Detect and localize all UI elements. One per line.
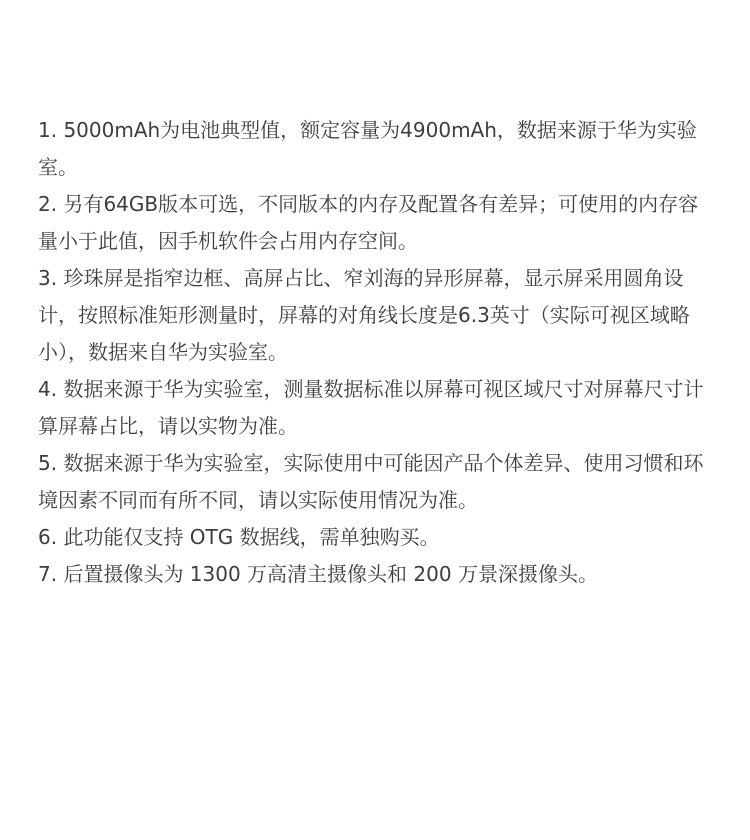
footnote-5: 5. 数据来源于华为实验室，实际使用中可能因产品个体差异、使用习惯和环境因素不同而有所不同，请以实际使用情况为准。 (38, 451, 704, 512)
footnote-4: 4. 数据来源于华为实验室，测量数据标准以屏幕可视区域尺寸对屏幕尺寸计算屏幕占比，请以实物为准。 (38, 377, 704, 438)
footnote-7: 7. 后置摄像头为 1300 万高清主摄像头和 200 万景深摄像头。 (38, 562, 598, 586)
footnote-1: 1. 5000mAh为电池典型值，额定容量为4900mAh，数据来源于华为实验室。 (38, 118, 697, 179)
footnote-3: 3. 珍珠屏是指窄边框、高屏占比、窄刘海的异形屏幕，显示屏采用圆角设计，按照标准矩形测量时，屏幕的对角线长度是6.3英寸（实际可视区域略小），数据来自华为实验室。 (38, 266, 690, 364)
footnote-2: 2. 另有64GB版本可选，不同版本的内存及配置各有差异；可使用的内存容量小于此值，因手机软件会占用内存空间。 (38, 192, 699, 253)
footnote-6: 6. 此功能仅支持 OTG 数据线，需单独购买。 (38, 525, 440, 549)
footnote-list (38, 112, 710, 593)
